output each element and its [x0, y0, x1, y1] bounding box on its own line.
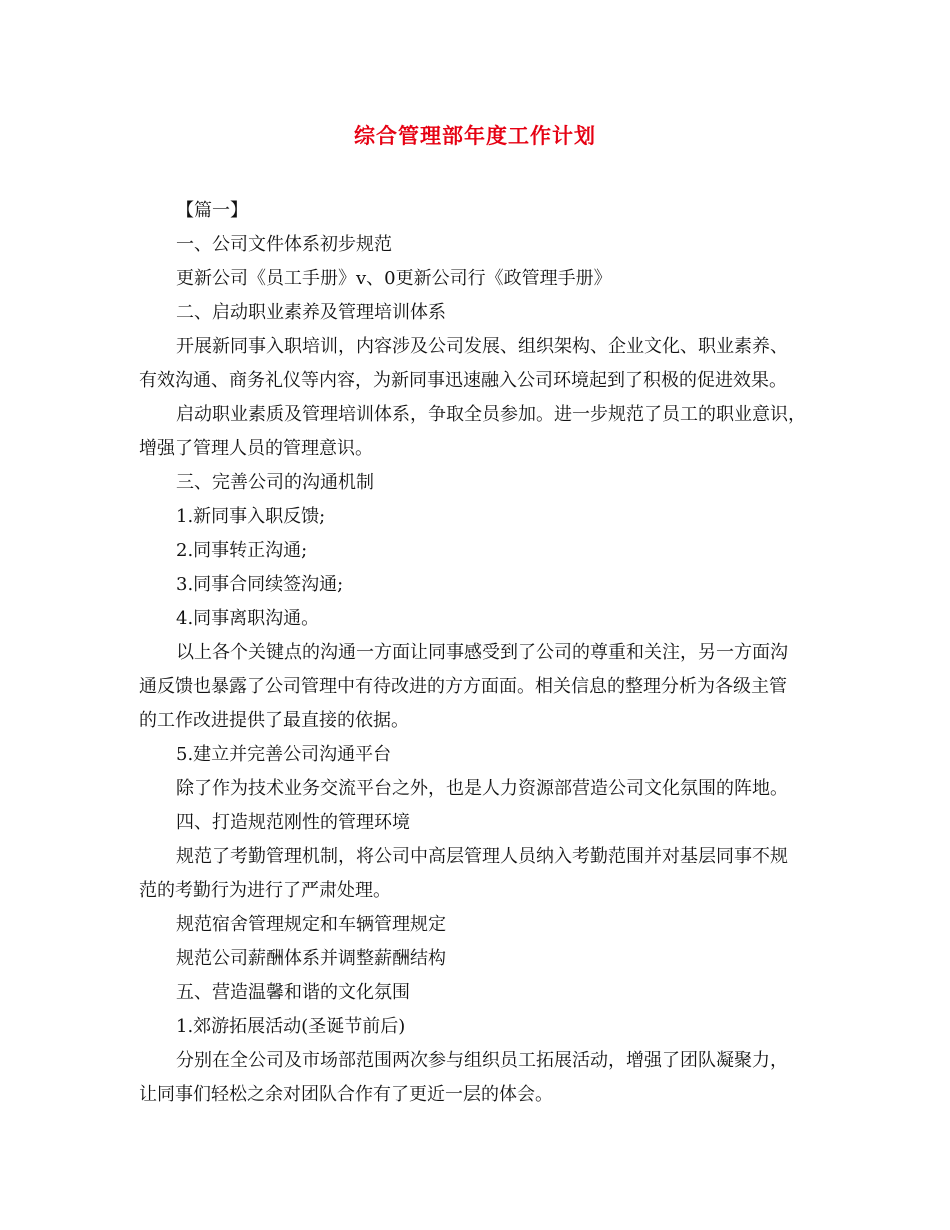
- text-line: 规范了考勤管理机制，将公司中高层管理人员纳入考勤范围并对基层同事不规: [176, 846, 788, 867]
- text-line: 分别在全公司及市场部范围两次参与组织员工拓展活动，增强了团队凝聚力，: [176, 1050, 788, 1071]
- text-line: 增强了管理人员的管理意识。: [139, 438, 373, 459]
- text-line: 启动职业素质及管理培训体系，争取全员参加。进一步规范了员工的职业意识，: [176, 404, 806, 425]
- text-line: 开展新同事入职培训，内容涉及公司发展、组织架构、企业文化、职业素养、: [176, 336, 788, 357]
- text-line: 规范宿舍管理规定和车辆管理规定: [176, 914, 446, 935]
- text-line: 二、启动职业素养及管理培训体系: [176, 302, 446, 323]
- text-line: 1.新同事入职反馈;: [176, 506, 326, 527]
- text-line: 1.郊游拓展活动(圣诞节前后): [176, 1016, 406, 1037]
- text-line: 以上各个关键点的沟通一方面让同事感受到了公司的尊重和关注，另一方面沟: [176, 642, 788, 663]
- text-line: 5.建立并完善公司沟通平台: [176, 744, 392, 765]
- text-line: 4.同事离职沟通。: [176, 608, 320, 629]
- text-line: 让同事们轻松之余对团队合作有了更近一层的体会。: [139, 1084, 553, 1105]
- text-line: 一、公司文件体系初步规范: [176, 234, 392, 255]
- document-body: [139, 194, 829, 1112]
- text-line: 四、打造规范刚性的管理环境: [176, 812, 410, 833]
- text-line: 【篇一】: [176, 200, 248, 221]
- text-line: 三、完善公司的沟通机制: [176, 472, 374, 493]
- text-line: 更新公司《员工手册》v、0更新公司行《政管理手册》: [176, 268, 612, 289]
- text-line: 通反馈也暴露了公司管理中有待改进的方方面面。相关信息的整理分析为各级主管: [139, 676, 787, 697]
- document-title: 综合管理部年度工作计划: [354, 123, 596, 148]
- text-line: 有效沟通、商务礼仪等内容，为新同事迅速融入公司环境起到了积极的促进效果。: [139, 370, 787, 391]
- text-line: 规范公司薪酬体系并调整薪酬结构: [176, 948, 446, 969]
- text-line: 2.同事转正沟通;: [176, 540, 308, 561]
- text-line: 3.同事合同续签沟通;: [176, 574, 344, 595]
- text-line: 的工作改进提供了最直接的依据。: [139, 710, 409, 731]
- text-line: 除了作为技术业务交流平台之外，也是人力资源部营造公司文化氛围的阵地。: [176, 778, 788, 799]
- text-line: 范的考勤行为进行了严肃处理。: [139, 880, 391, 901]
- text-line: 五、营造温馨和谐的文化氛围: [176, 982, 410, 1003]
